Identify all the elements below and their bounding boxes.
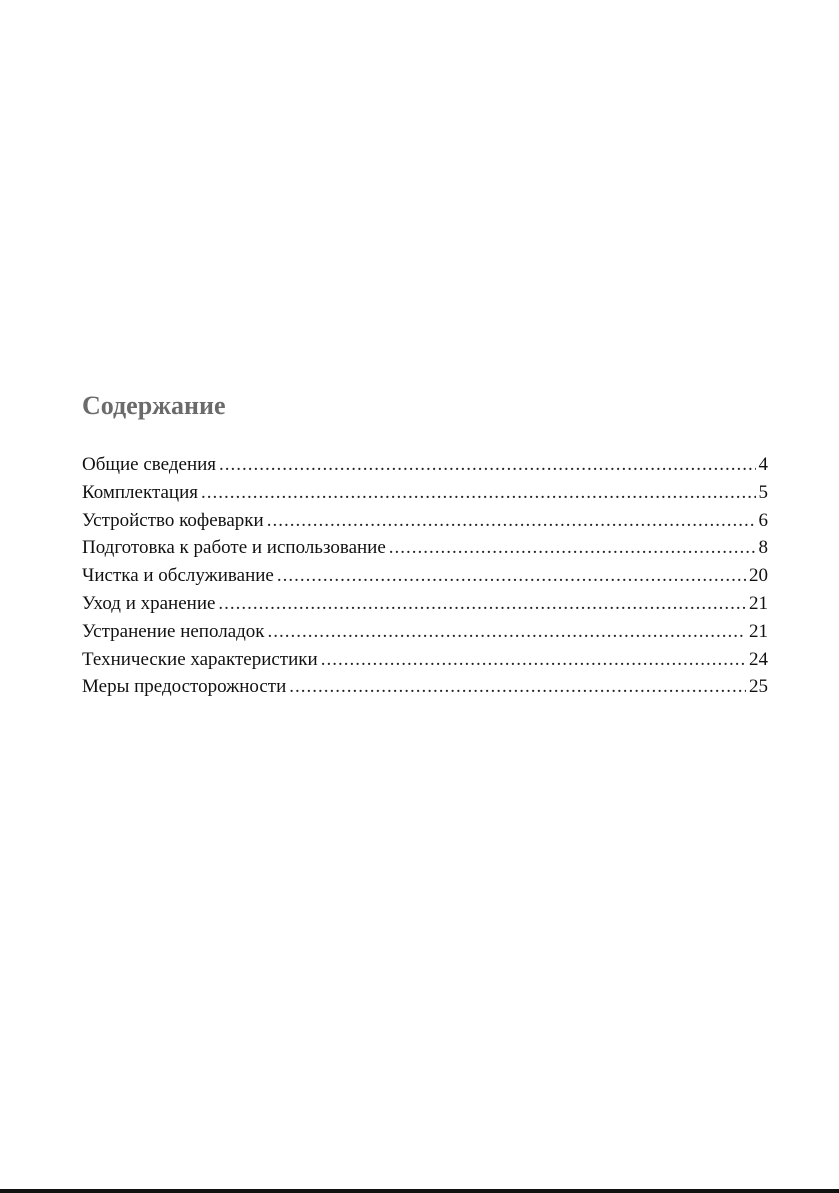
toc-entry-page: 21 — [749, 592, 768, 614]
toc-entry-preparation-and-use[interactable] — [82, 534, 768, 562]
page-title: Содержание — [82, 391, 226, 420]
toc-entry-label: Меры предосторожности — [82, 676, 287, 698]
toc-entry-specifications[interactable] — [82, 646, 768, 674]
toc-entry-label: Технические характеристики — [82, 648, 318, 670]
toc-entry-page: 24 — [749, 648, 768, 670]
toc-entry-label: Общие сведения — [82, 454, 217, 475]
dot-leader — [267, 507, 756, 535]
toc-entry-page: 20 — [749, 565, 768, 587]
dot-leader — [201, 479, 756, 507]
toc-entry-device-layout[interactable] — [82, 507, 768, 535]
dot-leader — [321, 646, 746, 674]
toc-entry-page: 5 — [758, 481, 768, 503]
toc-entry-package-contents[interactable] — [82, 479, 768, 507]
toc-entry-safety-precautions[interactable] — [82, 673, 768, 701]
dot-leader — [268, 618, 746, 646]
dot-leader — [289, 673, 746, 701]
toc-entry-page: 25 — [749, 676, 768, 698]
toc-entry-page: 8 — [758, 537, 768, 559]
toc-entry-label: Устранение неполадок — [82, 620, 265, 642]
toc-entry-care-and-storage[interactable] — [82, 590, 768, 618]
toc-entry-page: 4 — [758, 454, 768, 475]
dot-leader — [219, 451, 755, 479]
toc-entry-general-info[interactable] — [82, 451, 768, 479]
table-of-contents — [82, 451, 768, 701]
toc-entry-page: 6 — [758, 509, 768, 531]
toc-entry-label: Чистка и обслуживание — [82, 565, 274, 587]
toc-entry-label: Устройство кофеварки — [82, 509, 264, 531]
toc-entry-troubleshooting[interactable] — [82, 618, 768, 646]
toc-entry-label: Подготовка к работе и использование — [82, 537, 386, 559]
toc-entry-cleaning-and-maintenance[interactable] — [82, 562, 768, 590]
toc-entry-label: Уход и хранение — [82, 592, 216, 614]
page-bottom-rule — [0, 1189, 839, 1193]
toc-entry-page: 21 — [749, 620, 768, 642]
dot-leader — [389, 534, 756, 562]
dot-leader — [277, 562, 746, 590]
dot-leader — [218, 590, 746, 618]
toc-entry-label: Комплектация — [82, 481, 198, 503]
